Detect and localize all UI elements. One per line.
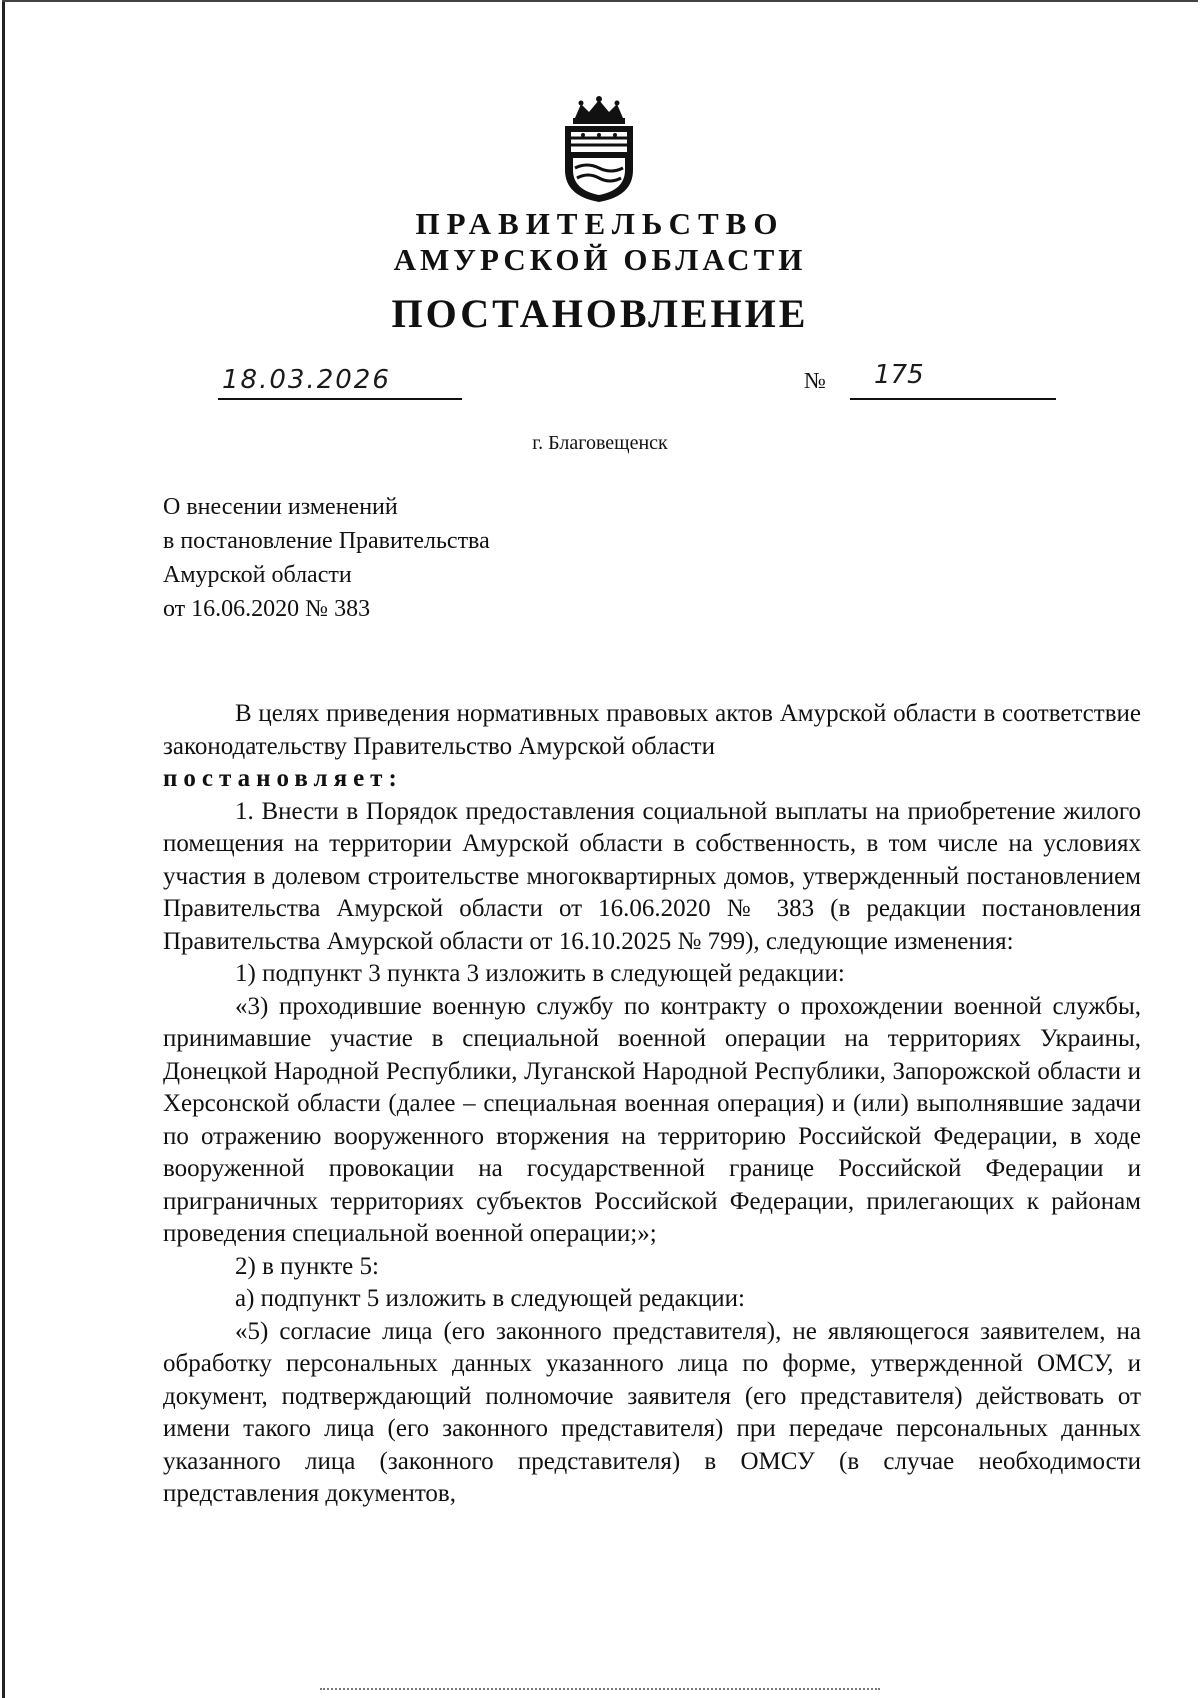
document-body: [163, 698, 1141, 1511]
number-sign: №: [804, 368, 826, 393]
decree-word: постановляет:: [163, 765, 403, 792]
number-underline: [850, 398, 1056, 400]
title-line: О внесении изменений: [163, 494, 398, 520]
body-paragraph: «5) согласие лица (его законного представителя), не являющегося заявителем, на обработку персональных данных указанного лица по форме, утвержденной ОМСУ, и документ, подтверждающий полномочие заявителя (его представителя) действовать от имени такого лица (его законного представителя) при передаче персональных данных указанного лица (законного представителя) в ОМСУ (в случае необходимости представления документов,: [163, 1317, 1141, 1507]
title-line: Амурской области: [163, 562, 352, 588]
body-paragraph: 1. Внести в Порядок предоставления социальной выплаты на приобретение жилого помещения на территории Амурской области в собственность, в том числе на условиях участия в долевом строительстве многоквартирных домов, утвержденный постановлением Правительства Амурской области от 16.06.2020 № 383 (в редакции постановления Правительства Амурской области от 16.10.2025 № 799), следующие изменения:: [163, 797, 1141, 955]
city-name: г. Благовещенск: [532, 432, 668, 454]
handwritten-number: 175: [874, 360, 924, 390]
document-title: [163, 490, 490, 626]
title-line: в постановление Правительства: [163, 528, 490, 554]
date-underline: [218, 398, 462, 400]
handwritten-date: 18.03.2026: [222, 365, 391, 395]
header-region: АМУРСКОЙ ОБЛАСТИ: [393, 242, 807, 277]
scan-footer-marks: [320, 1688, 880, 1694]
scan-edge-top: [2, 0, 1198, 2]
body-paragraph: 2) в пункте 5:: [235, 1252, 379, 1280]
body-paragraph: «3) проходившие военную службу по контракту о прохождении военной службы, принимавшие участие в специальной военной операции на территориях Украины, Донецкой Народной Республики, Луганской Народной Республики, Запорожской области и Херсонской области (далее – специальная военная операция) и (или) выполнявшие задачи по отражению вооруженного вторжения на территорию Российской Федерации, в ходе вооруженной провокации на государственной границе Российской Федерации и приграничных территориях субъектов Российской Федерации, прилегающих к районам проведения специальной военной операции;»;: [163, 992, 1141, 1247]
header-doc-type: ПОСТАНОВЛЕНИЕ: [391, 291, 809, 336]
body-paragraph: а) подпункт 5 изложить в следующей редакции:: [235, 1285, 745, 1312]
title-line: от 16.06.2020 № 383: [163, 596, 371, 622]
body-paragraph: 1) подпункт 3 пункта 3 изложить в следующей редакции:: [235, 960, 845, 987]
header-government: ПРАВИТЕЛЬСТВО: [415, 206, 785, 241]
coat-of-arms-icon: [553, 96, 645, 204]
preamble-paragraph: В целях приведения нормативных правовых актов Амурской области в соответствие законодательству Правительство Амурской области: [163, 700, 1141, 760]
